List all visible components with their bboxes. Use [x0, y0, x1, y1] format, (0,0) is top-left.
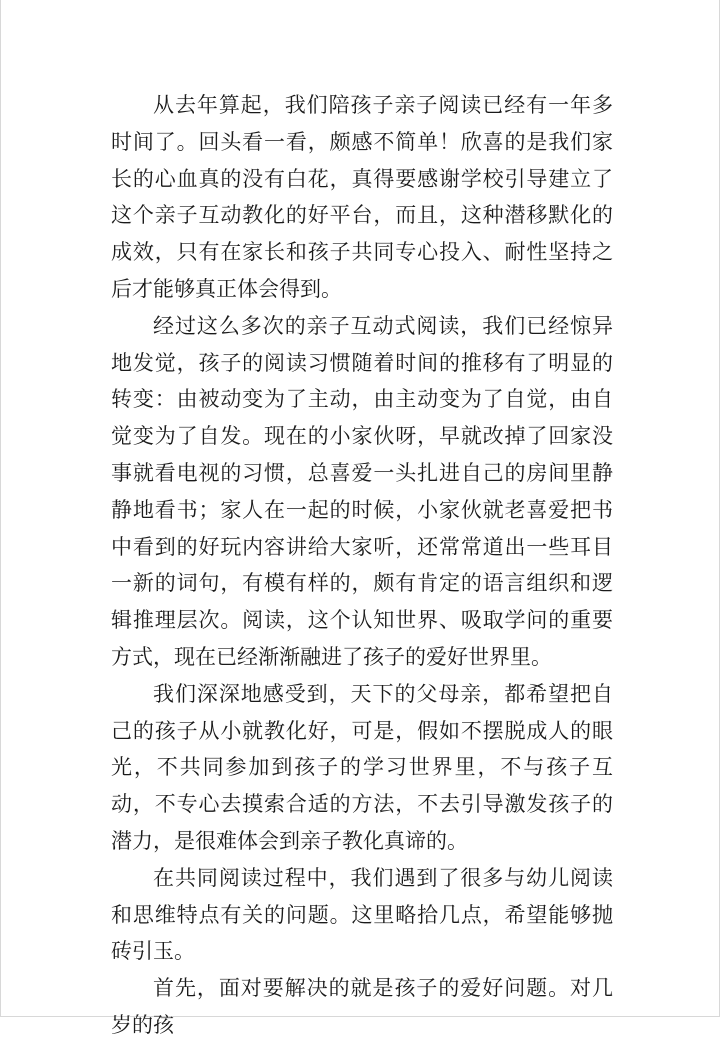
paragraph-3: 我们深深地感受到，天下的父母亲，都希望把自己的孩子从小就教化好，可是，假如不摆脱成人的眼光，不共同参加到孩子的学习世界里，不与孩子互动，不专心去摸索合适的方法，不去引导激发孩子的潜力，是很难体会到亲子教化真谛的。 [111, 681, 613, 853]
document-body [111, 87, 613, 1044]
paragraph-2: 经过这么多次的亲子互动式阅读，我们已经惊异地发觉，孩子的阅读习惯随着时间的推移有了明显的转变：由被动变为了主动，由主动变为了自觉，由自觉变为了自发。现在的小家伙呀，早就改掉了回家没事就看电视的习惯，总喜爱一头扎进自己的房间里静静地看书；家人在一起的时候，小家伙就老喜爱把书中看到的好玩内容讲给大家听，还常常道出一些耳目一新的词句，有模有样的，颇有肯定的语言组织和逻辑推理层次。阅读，这个认知世界、吸取学问的重要方式，现在已经渐渐融进了孩子的爱好世界里。 [111, 313, 613, 669]
paragraph-1: 从去年算起，我们陪孩子亲子阅读已经有一年多时间了。回头看一看，颇感不简单！欣喜的是我们家长的心血真的没有白花，真得要感谢学校引导建立了这个亲子互动教化的好平台，而且，这种潜移默化的成效，只有在家长和孩子共同专心投入、耐性坚持之后才能够真正体会得到。 [111, 93, 613, 301]
paragraph-5: 首先，面对要解决的就是孩子的爱好问题。对几岁的孩 [111, 976, 613, 1037]
paragraph-4: 在共同阅读过程中，我们遇到了很多与幼儿阅读和思维特点有关的问题。这里略拾几点，希望能够抛砖引玉。 [111, 865, 613, 964]
